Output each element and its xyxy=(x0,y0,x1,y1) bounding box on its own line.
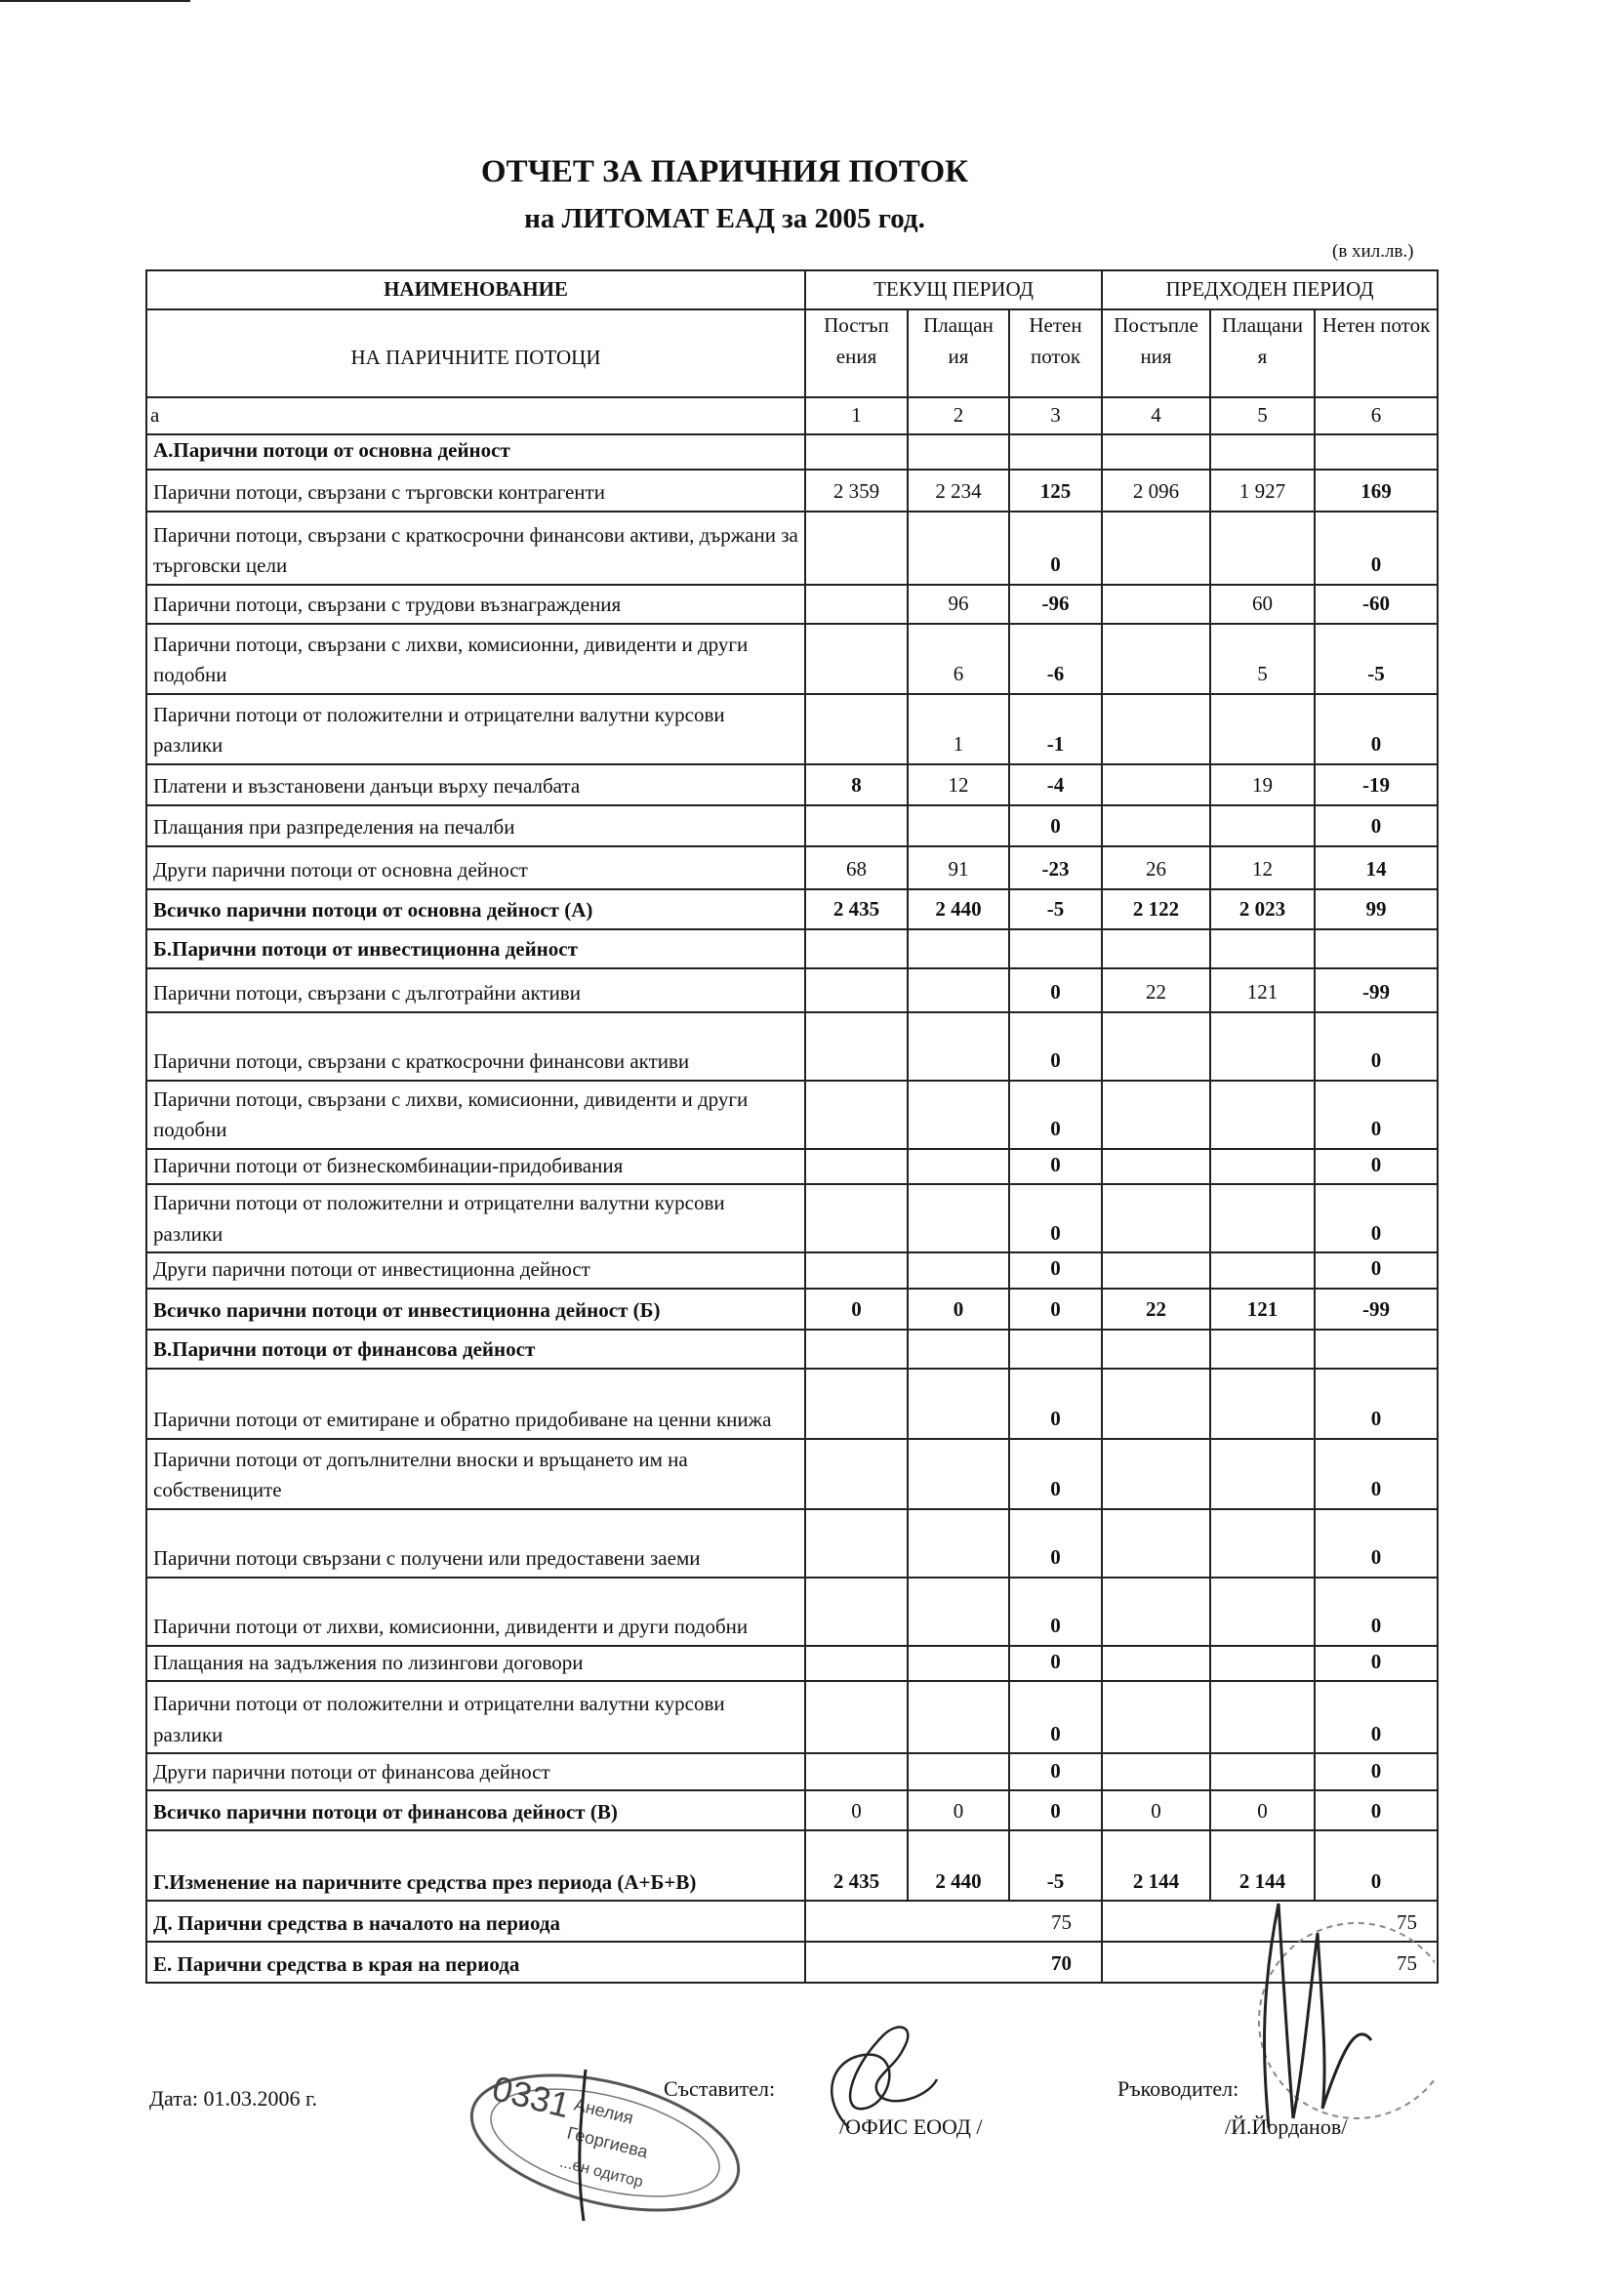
row-name: Други парични потоци от инвестиционна дейност xyxy=(146,1252,805,1289)
cell: 75 xyxy=(805,1901,1102,1942)
cell xyxy=(908,968,1009,1012)
cell xyxy=(805,512,908,585)
cell xyxy=(1102,1184,1210,1252)
cell: 121 xyxy=(1210,1289,1315,1330)
cell: 60 xyxy=(1210,585,1315,624)
cell: 169 xyxy=(1315,470,1438,512)
cell: 0 xyxy=(1009,1439,1102,1509)
index-cell: 3 xyxy=(1009,397,1102,434)
cell xyxy=(908,1681,1009,1753)
cell: 26 xyxy=(1102,846,1210,889)
cell: 96 xyxy=(908,585,1009,624)
cell xyxy=(908,1753,1009,1790)
row-name: Д. Парични средства в началото на периода xyxy=(146,1901,805,1942)
cell xyxy=(1210,1439,1315,1509)
compiler-label: Съставител: xyxy=(664,2076,776,2101)
cell: -23 xyxy=(1009,846,1102,889)
cell xyxy=(1102,1681,1210,1753)
section-row xyxy=(146,929,1438,968)
cell xyxy=(908,1012,1009,1081)
cell: 125 xyxy=(1009,470,1102,512)
cell: 0 xyxy=(1009,1509,1102,1578)
row-name: Парични потоци от положителни и отрицателни валутни курсови разлики xyxy=(146,1681,805,1753)
cell: 0 xyxy=(1009,1681,1102,1753)
cell: 68 xyxy=(805,846,908,889)
cell xyxy=(805,1149,908,1185)
table-row xyxy=(146,1081,1438,1149)
cell: 0 xyxy=(1009,1790,1102,1830)
header-current-period: ТЕКУЩ ПЕРИОД xyxy=(805,270,1102,309)
col-header-1: Постъп ения xyxy=(805,309,908,397)
table-row xyxy=(146,1646,1438,1682)
row-name: Парични потоци от емитиране и обратно придобиване на ценни книжа xyxy=(146,1369,805,1439)
table-row xyxy=(146,624,1438,694)
compiler-signature xyxy=(810,2011,956,2148)
cell: 1 927 xyxy=(1210,470,1315,512)
table-row xyxy=(146,968,1438,1012)
cell xyxy=(805,1509,908,1578)
cell xyxy=(805,1369,908,1439)
cell: 2 023 xyxy=(1210,889,1315,929)
cell: 22 xyxy=(1102,1289,1210,1330)
cell: 99 xyxy=(1315,889,1438,929)
table-row xyxy=(146,1184,1438,1252)
cell xyxy=(805,1012,908,1081)
table-row xyxy=(146,805,1438,846)
cell xyxy=(805,1184,908,1252)
cell xyxy=(805,1753,908,1790)
header-row-1 xyxy=(146,270,1438,309)
header-name-bottom: НА ПАРИЧНИТЕ ПОТОЦИ xyxy=(146,309,805,397)
row-name: Други парични потоци от финансова дейност xyxy=(146,1753,805,1790)
row-name: Парични потоци, свързани с краткосрочни финансови активи, държани за търговски цели xyxy=(146,512,805,585)
cell xyxy=(908,1149,1009,1185)
index-cell: 5 xyxy=(1210,397,1315,434)
cell: 0 xyxy=(1009,1646,1102,1682)
cell: 0 xyxy=(1009,1184,1102,1252)
cell: 0 xyxy=(1315,1149,1438,1185)
row-name: Парични потоци, свързани с лихви, комисионни, дивиденти и други подобни xyxy=(146,624,805,694)
cell xyxy=(1102,694,1210,764)
row-name: Парични потоци от бизнескомбинации-придобивания xyxy=(146,1149,805,1185)
table-row xyxy=(146,1681,1438,1753)
stamp-line: Анелия xyxy=(572,2094,635,2128)
cell xyxy=(1102,585,1210,624)
row-name: Плащания при разпределения на печалби xyxy=(146,805,805,846)
row-name: Плащания на задължения по лизингови договори xyxy=(146,1646,805,1682)
cell xyxy=(1210,1753,1315,1790)
cell xyxy=(908,1081,1009,1149)
total-row xyxy=(146,1790,1438,1830)
table-row xyxy=(146,1369,1438,1439)
row-name: Парични потоци, свързани с лихви, комисионни, дивиденти и други подобни xyxy=(146,1081,805,1149)
cell: 0 xyxy=(1009,1012,1102,1081)
cell: 0 xyxy=(908,1289,1009,1330)
cell: 0 xyxy=(1009,805,1102,846)
cell: -4 xyxy=(1009,764,1102,805)
row-name: Парични потоци, свързани с търговски контрагенти xyxy=(146,470,805,512)
index-cell: 2 xyxy=(908,397,1009,434)
row-name: Е. Парични средства в края на периода xyxy=(146,1942,805,1983)
manager-label: Ръководител: xyxy=(1117,2076,1239,2101)
cell: 0 xyxy=(1315,1184,1438,1252)
index-cell: 4 xyxy=(1102,397,1210,434)
cell xyxy=(805,1081,908,1149)
total-row xyxy=(146,1289,1438,1330)
table-row xyxy=(146,1439,1438,1509)
cell xyxy=(1102,1439,1210,1509)
cell: 2 440 xyxy=(908,889,1009,929)
document-subtitle: на ЛИТОМАТ ЕАД за 2005 год. xyxy=(524,203,925,234)
cell: -99 xyxy=(1315,1289,1438,1330)
cell: 2 440 xyxy=(908,1830,1009,1901)
cell: -60 xyxy=(1315,585,1438,624)
section-title: Б.Парични потоци от инвестиционна дейност xyxy=(146,929,805,968)
cell: 0 xyxy=(1009,1369,1102,1439)
cell: 2 122 xyxy=(1102,889,1210,929)
col-header-4: Постъпле ния xyxy=(1102,309,1210,397)
cell xyxy=(1210,1578,1315,1646)
cell xyxy=(1210,1081,1315,1149)
table-row xyxy=(146,470,1438,512)
cell xyxy=(1210,694,1315,764)
cell xyxy=(1102,1509,1210,1578)
cell: 8 xyxy=(805,764,908,805)
cell xyxy=(1102,1012,1210,1081)
table-row xyxy=(146,512,1438,585)
cell xyxy=(908,512,1009,585)
cell: 2 359 xyxy=(805,470,908,512)
cell: 75 xyxy=(1102,1942,1438,1983)
row-name: Парични потоци, свързани с трудови възнаграждения xyxy=(146,585,805,624)
row-name: Всичко парични потоци от основна дейност (А) xyxy=(146,889,805,929)
cell xyxy=(805,1646,908,1682)
cell xyxy=(805,624,908,694)
top-rule xyxy=(0,0,190,2)
unit-note: (в хил.лв.) xyxy=(1332,241,1414,262)
cell: 0 xyxy=(1009,1252,1102,1289)
row-name: Парични потоци от лихви, комисионни, дивиденти и други подобни xyxy=(146,1578,805,1646)
index-row xyxy=(146,397,1438,434)
cell xyxy=(1210,1252,1315,1289)
cell: 2 144 xyxy=(1210,1830,1315,1901)
cell xyxy=(805,1578,908,1646)
cell: 0 xyxy=(1009,1149,1102,1185)
compiler-name: /ОФИС ЕООД / xyxy=(839,2114,983,2139)
cell xyxy=(1102,512,1210,585)
cell: 0 xyxy=(1315,1081,1438,1149)
cell xyxy=(1210,1184,1315,1252)
cell xyxy=(1210,805,1315,846)
cell: 0 xyxy=(1009,1578,1102,1646)
cell: 0 xyxy=(1315,805,1438,846)
row-name: Г.Изменение на паричните средства през периода (А+Б+В) xyxy=(146,1830,805,1901)
cell: 0 xyxy=(1009,512,1102,585)
cell xyxy=(1102,805,1210,846)
cell: 0 xyxy=(1315,1012,1438,1081)
cell: 121 xyxy=(1210,968,1315,1012)
cell: 0 xyxy=(805,1289,908,1330)
section-row xyxy=(146,1330,1438,1369)
cell xyxy=(1102,764,1210,805)
cell xyxy=(1102,1369,1210,1439)
cell: 0 xyxy=(1210,1790,1315,1830)
cell: -5 xyxy=(1009,1830,1102,1901)
header-previous-period: ПРЕДХОДЕН ПЕРИОД xyxy=(1102,270,1438,309)
cell xyxy=(1102,1252,1210,1289)
col-header-5: Плащани я xyxy=(1210,309,1315,397)
index-cell: 1 xyxy=(805,397,908,434)
col-header-3: Нетен поток xyxy=(1009,309,1102,397)
cell xyxy=(908,1252,1009,1289)
cell: 12 xyxy=(908,764,1009,805)
cell: 2 234 xyxy=(908,470,1009,512)
cash-flow-table xyxy=(145,269,1439,1984)
row-name: Парични потоци от допълнителни вноски и връщането им на собствениците xyxy=(146,1439,805,1509)
cell: 0 xyxy=(1315,1753,1438,1790)
cell: 0 xyxy=(1315,1252,1438,1289)
index-cell: 6 xyxy=(1315,397,1438,434)
stamp-line: ...ен одитор xyxy=(557,2153,645,2192)
cell: -96 xyxy=(1009,585,1102,624)
cell xyxy=(908,1184,1009,1252)
section-title: А.Парични потоци от основна дейност xyxy=(146,434,805,470)
col-header-6: Нетен поток xyxy=(1315,309,1438,397)
cell: -5 xyxy=(1009,889,1102,929)
row-name: Парични потоци, свързани с дълготрайни активи xyxy=(146,968,805,1012)
table-row xyxy=(146,1578,1438,1646)
cell xyxy=(1210,1509,1315,1578)
cell xyxy=(1210,1681,1315,1753)
table-row xyxy=(146,1753,1438,1790)
row-name: Парични потоци, свързани с краткосрочни финансови активи xyxy=(146,1012,805,1081)
cell: 0 xyxy=(1009,1289,1102,1330)
cell: 0 xyxy=(1009,968,1102,1012)
cell xyxy=(908,1509,1009,1578)
cell: -6 xyxy=(1009,624,1102,694)
cell xyxy=(908,1439,1009,1509)
row-name: Парични потоци от положителни и отрицателни валутни курсови разлики xyxy=(146,1184,805,1252)
cell: 0 xyxy=(1315,1578,1438,1646)
cell xyxy=(805,968,908,1012)
cell xyxy=(1102,624,1210,694)
cell: 0 xyxy=(1315,1509,1438,1578)
cell xyxy=(805,1252,908,1289)
cell: 1 xyxy=(908,694,1009,764)
cell: 2 435 xyxy=(805,889,908,929)
table-row xyxy=(146,1252,1438,1289)
cell: 2 096 xyxy=(1102,470,1210,512)
cell xyxy=(1210,512,1315,585)
cell xyxy=(1210,1646,1315,1682)
cell: 5 xyxy=(1210,624,1315,694)
cell: 0 xyxy=(1102,1790,1210,1830)
cell xyxy=(1102,1646,1210,1682)
cell: 19 xyxy=(1210,764,1315,805)
table-row xyxy=(146,846,1438,889)
table-row xyxy=(146,1149,1438,1185)
cell: 22 xyxy=(1102,968,1210,1012)
cell: 0 xyxy=(1315,1439,1438,1509)
row-name: Платени и възстановени данъци върху печалбата xyxy=(146,764,805,805)
cell: 0 xyxy=(908,1790,1009,1830)
cell: 91 xyxy=(908,846,1009,889)
cell: -19 xyxy=(1315,764,1438,805)
cell xyxy=(908,1578,1009,1646)
auditor-stamp xyxy=(459,2060,751,2226)
cell xyxy=(805,1681,908,1753)
table-row xyxy=(146,1509,1438,1578)
cell: 0 xyxy=(1009,1081,1102,1149)
cell xyxy=(1102,1753,1210,1790)
cell: -1 xyxy=(1009,694,1102,764)
section-title: В.Парични потоци от финансова дейност xyxy=(146,1330,805,1369)
cell: 14 xyxy=(1315,846,1438,889)
row-name: Всичко парични потоци от финансова дейност (В) xyxy=(146,1790,805,1830)
table-row xyxy=(146,694,1438,764)
cell: 0 xyxy=(805,1790,908,1830)
cell xyxy=(805,1439,908,1509)
stamp-number: 0331 xyxy=(488,2068,575,2126)
cell xyxy=(805,585,908,624)
cell: 0 xyxy=(1315,1369,1438,1439)
index-cell: а xyxy=(146,397,805,434)
cell: 0 xyxy=(1315,1830,1438,1901)
section-row xyxy=(146,434,1438,470)
cell xyxy=(1210,1012,1315,1081)
cell xyxy=(908,1646,1009,1682)
row-name: Парични потоци от положителни и отрицателни валутни курсови разлики xyxy=(146,694,805,764)
cell: 2 144 xyxy=(1102,1830,1210,1901)
manager-stamp-and-signature xyxy=(1210,1874,1435,2148)
cell: 0 xyxy=(1315,694,1438,764)
cell: 0 xyxy=(1315,1790,1438,1830)
row-name: Други парични потоци от основна дейност xyxy=(146,846,805,889)
row-name: Всичко парични потоци от инвестиционна дейност (Б) xyxy=(146,1289,805,1330)
cell: 0 xyxy=(1315,512,1438,585)
cell xyxy=(805,694,908,764)
cell: 6 xyxy=(908,624,1009,694)
cell xyxy=(805,805,908,846)
header-row-2 xyxy=(146,309,1438,397)
cell xyxy=(1210,1369,1315,1439)
cell xyxy=(1102,1149,1210,1185)
table-row xyxy=(146,585,1438,624)
cell: 12 xyxy=(1210,846,1315,889)
date-label: Дата: 01.03.2006 г. xyxy=(149,2086,318,2111)
header-name-top: НАИМЕНОВАНИЕ xyxy=(146,270,805,309)
cell: 0 xyxy=(1009,1753,1102,1790)
cell xyxy=(908,805,1009,846)
cell: -5 xyxy=(1315,624,1438,694)
cell xyxy=(1102,1578,1210,1646)
table-row xyxy=(146,1012,1438,1081)
cell: -99 xyxy=(1315,968,1438,1012)
cell: 70 xyxy=(805,1942,1102,1983)
cell xyxy=(1210,1149,1315,1185)
cell: 0 xyxy=(1315,1681,1438,1753)
stamp-line: Георгиева xyxy=(565,2122,650,2162)
cell: 2 435 xyxy=(805,1830,908,1901)
row-name: Парични потоци свързани с получени или предоставени заеми xyxy=(146,1509,805,1578)
cell: 0 xyxy=(1315,1646,1438,1682)
document-title: ОТЧЕТ ЗА ПАРИЧНИЯ ПОТОК xyxy=(480,154,969,189)
cell xyxy=(908,1369,1009,1439)
cell xyxy=(1102,1081,1210,1149)
total-row xyxy=(146,889,1438,929)
cell: 75 xyxy=(1102,1901,1438,1942)
manager-name: /Й.Йорданов/ xyxy=(1225,2114,1348,2139)
col-header-2: Плащан ия xyxy=(908,309,1009,397)
table-row xyxy=(146,764,1438,805)
